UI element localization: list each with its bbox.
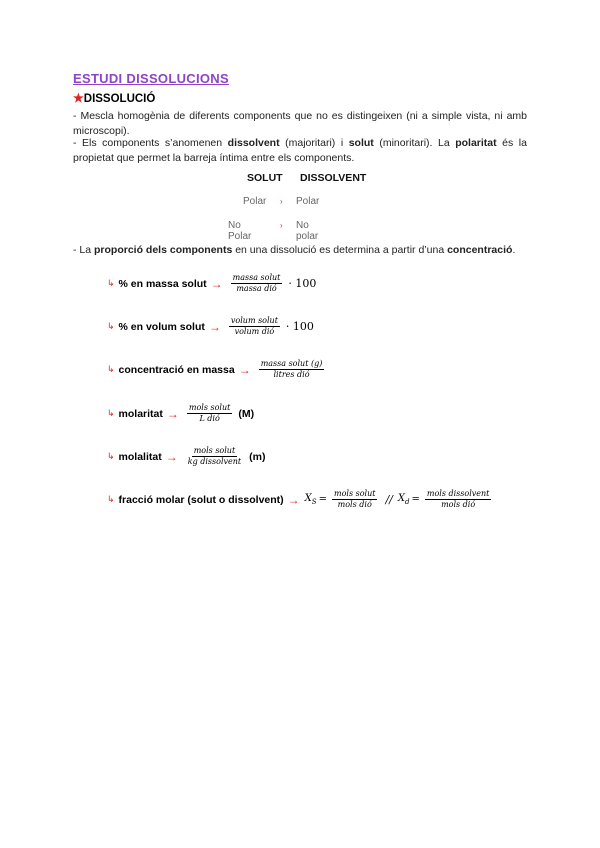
formula-volum [107, 316, 314, 337]
numerator: massa solut (g) [260, 359, 323, 368]
formula-label: % en massa solut [118, 277, 207, 290]
text-run: (minoritari). La [373, 137, 456, 149]
term-polaritat: polaritat [455, 137, 497, 149]
arrow-icon: › [280, 221, 283, 230]
cell-nopolar-dissolvent: No polar [296, 220, 319, 242]
separator: // [385, 493, 393, 506]
denominator: L dió [199, 414, 220, 423]
hook-arrow-icon: ↳ [107, 321, 115, 331]
text-run: - La [73, 244, 95, 256]
numerator: mols dissolvent [426, 489, 490, 498]
text-run: . [512, 244, 516, 256]
denominator: mols dió [337, 500, 372, 509]
fraction [332, 489, 377, 510]
formula-molaritat [107, 403, 254, 424]
term-concentracio: concentració [447, 244, 513, 256]
text-run: - Els components s’anomenen [73, 137, 228, 149]
right-arrow-icon: → [166, 406, 179, 421]
fraction [425, 489, 492, 510]
multiplier: · 100 [288, 277, 317, 290]
paragraph-components [73, 136, 527, 166]
cell-polar-solut: Polar [243, 196, 267, 207]
denominator: litres dió [273, 370, 310, 379]
fraction [231, 273, 283, 294]
denominator: massa dió [236, 284, 277, 293]
variable-symbol: X [304, 493, 312, 504]
formula-fraccio-molar [107, 489, 494, 510]
formula-label: molaritat [118, 407, 163, 420]
variable-xs [305, 493, 317, 506]
numerator: volum solut [230, 316, 278, 325]
hook-arrow-icon: ↳ [107, 408, 115, 418]
numerator: mols solut [188, 403, 231, 412]
right-arrow-icon: → [287, 492, 300, 507]
arrow-icon: › [280, 197, 283, 206]
fraction [229, 316, 280, 337]
subscript: S [311, 498, 317, 506]
variable-xd [398, 493, 410, 506]
fraction [259, 359, 325, 380]
fraction [187, 403, 232, 424]
term-proporcio: proporció dels components [94, 244, 233, 256]
term-solut: solut [348, 137, 374, 149]
section-heading [73, 91, 155, 105]
right-arrow-icon: → [165, 449, 178, 464]
denominator: kg dissolvent [187, 457, 242, 466]
unit-label: (m) [249, 450, 266, 463]
formula-concentracio [107, 359, 327, 380]
equals-sign: = [411, 494, 420, 505]
right-arrow-icon: → [208, 319, 221, 334]
numerator: mols solut [193, 446, 236, 455]
numerator: mols solut [333, 489, 376, 498]
text-run: (majoritari) i [279, 137, 349, 149]
formula-label: % en volum solut [118, 320, 205, 333]
text-run: és la propietat que permet la barreja íntima entre els components. [73, 137, 527, 164]
term-dissolvent: dissolvent [227, 137, 280, 149]
hook-arrow-icon: ↳ [107, 451, 115, 461]
star-icon: ★ [73, 91, 84, 105]
multiplier: · 100 [285, 320, 314, 333]
fraction [186, 446, 243, 467]
unit-label: (M) [238, 407, 255, 420]
numerator: massa solut [232, 273, 281, 282]
equals-sign: = [318, 494, 327, 505]
formula-massa [107, 273, 316, 294]
formula-label: concentració en massa [118, 363, 235, 376]
formula-molalitat [107, 446, 265, 467]
variable-symbol: X [397, 493, 405, 504]
header-solut: SOLUT [247, 172, 283, 184]
cell-polar-dissolvent: Polar [296, 196, 320, 207]
denominator: volum dió [234, 327, 275, 336]
hook-arrow-icon: ↳ [107, 278, 115, 288]
section-label: DISSOLUCIÓ [83, 93, 156, 105]
denominator: mols dió [441, 500, 476, 509]
paragraph-definition: - Mescla homogènia de diferents components que no es distingeixen (ni a simple vista, ni amb microscopi). [73, 110, 527, 137]
subscript: d [405, 498, 410, 506]
hook-arrow-icon: ↳ [107, 494, 115, 504]
formula-label: fracció molar (solut o dissolvent) [118, 493, 284, 506]
right-arrow-icon: → [238, 362, 251, 377]
paragraph-proportion [73, 243, 527, 258]
formula-label: molalitat [118, 450, 162, 463]
header-dissolvent: DISSOLVENT [300, 172, 367, 184]
hook-arrow-icon: ↳ [107, 364, 115, 374]
right-arrow-icon: → [210, 276, 223, 291]
page-title: ESTUDI DISSOLUCIONS [73, 71, 229, 86]
text-run: en una dissolució es determina a partir d’una [232, 244, 448, 256]
cell-nopolar-solut: No Polar [228, 220, 252, 242]
